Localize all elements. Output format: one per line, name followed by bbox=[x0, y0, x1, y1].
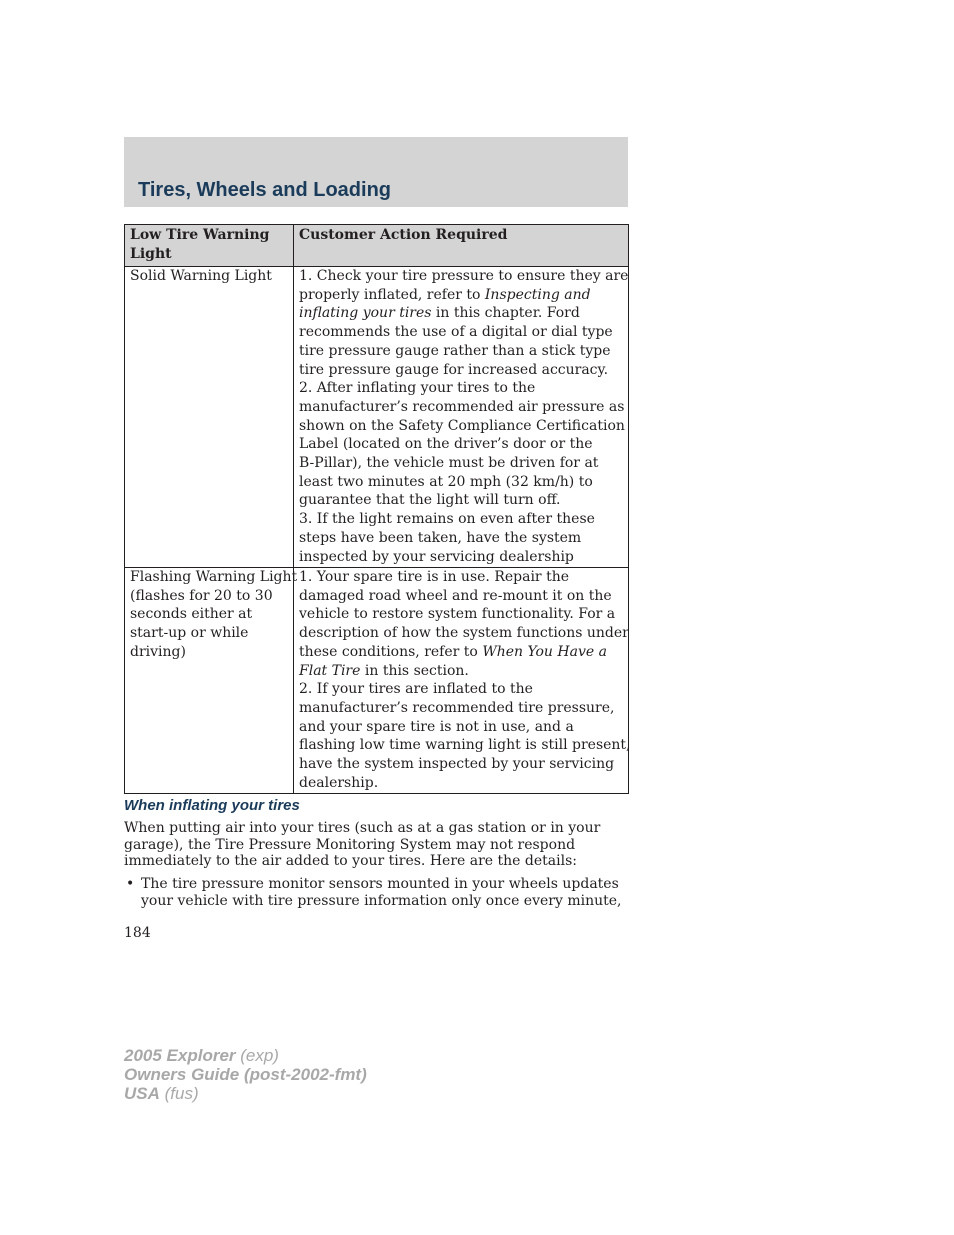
cross-reference: When You Have a bbox=[482, 643, 607, 660]
action-cell: 1. Check your tire pressure to ensure they are properly inflated, refer to Inspecting and inflating your tires in this chapter. Ford recommends the use of a digital or dial type tire pressure gauge rather than a stick type tire pressure gauge for increased accuracy. 2. After inflating your tires to the manufacturer’s recommended air pressure as shown on the Safety Compliance Certification Label (located on the driver’s door or the B-Pillar), the vehicle must be driven for at least two minutes at 20 mph (32 km/h) to guarantee that the light will turn off. 3. If the light remains on even after these steps have been taken, have the system inspected by your servicing dealership bbox=[294, 267, 629, 568]
section-title: Tires, Wheels and Loading bbox=[138, 179, 392, 201]
body-paragraph: When putting air into your tires (such as at a gas station or in your garage), the Tire Pressure Monitoring System may not respond immediately to the air added to your tires. Here are the details: bbox=[124, 820, 601, 870]
action-cell: 1. Your spare tire is in use. Repair the damaged road wheel and re-mount it on the vehicle to restore system functionality. For a description of how the system functions under these conditions, refer to When You Have a Flat Tire in this section. 2. If your tires are inflated to the manufacturer’s recommended tire pressure, and your spare tire is not in use, and a flashing low time warning light is still present, have the system inspected by your servicing dealership. bbox=[294, 568, 629, 794]
document-footer: 2005 Explorer (exp) Owners Guide (post-2002-fmt) USA (fus) bbox=[124, 1046, 367, 1103]
warning-light-table bbox=[124, 224, 629, 794]
page-number: 184 bbox=[124, 925, 151, 941]
warning-type-cell: Solid Warning Light bbox=[125, 267, 294, 568]
table-header-row bbox=[125, 225, 629, 267]
list-item: • The tire pressure monitor sensors mounted in your wheels updates your vehicle with tire pressure information only once every minute, bbox=[126, 876, 622, 909]
column-header-warning-light: Low Tire Warning Light bbox=[125, 225, 294, 267]
subsection-heading: When inflating your tires bbox=[124, 797, 300, 814]
cross-reference: inflating your tires bbox=[299, 305, 432, 322]
column-header-action: Customer Action Required bbox=[294, 225, 629, 267]
cross-reference: Flat Tire bbox=[299, 662, 361, 679]
table-row bbox=[125, 568, 629, 794]
section-header-band bbox=[124, 137, 628, 207]
bullet-marker: • bbox=[126, 876, 135, 892]
cross-reference: Inspecting and bbox=[484, 286, 591, 303]
warning-type-cell: Flashing Warning Light (flashes for 20 to 30 seconds either at start-up or while driving) bbox=[125, 568, 294, 794]
table-row bbox=[125, 267, 629, 568]
